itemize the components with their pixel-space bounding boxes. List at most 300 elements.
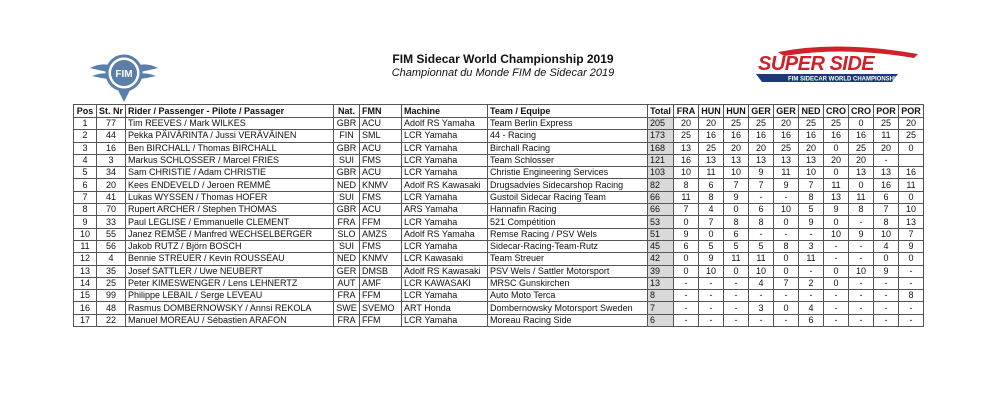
- table-cell: 10: [749, 265, 774, 277]
- table-row: [74, 277, 924, 289]
- column-header: FRA: [674, 105, 699, 118]
- table-cell: Jakob RUTZ / Björn BOSCH: [126, 240, 334, 252]
- table-cell: 20: [899, 118, 924, 130]
- table-cell: 3: [749, 302, 774, 314]
- table-cell: SLO: [334, 228, 360, 240]
- table-cell: 9: [899, 240, 924, 252]
- table-cell: 16: [749, 130, 774, 142]
- svg-text:FIM: FIM: [115, 69, 133, 80]
- table-cell: 16: [699, 130, 724, 142]
- table-cell: 56: [97, 240, 126, 252]
- table-cell: Pekka PÄIVÄRINTA / Jussi VERÄVÄINEN: [126, 130, 334, 142]
- table-cell: Lukas WYSSEN / Thomas HOFER: [126, 191, 334, 203]
- table-cell: -: [674, 302, 699, 314]
- table-cell: 55: [97, 228, 126, 240]
- table-cell: FMS: [360, 191, 402, 203]
- table-cell: Auto Moto Terca: [488, 290, 648, 302]
- table-cell: 6: [74, 179, 97, 191]
- table-cell: -: [824, 302, 849, 314]
- table-cell: -: [774, 228, 799, 240]
- table-cell: 205: [648, 118, 674, 130]
- table-cell: 173: [648, 130, 674, 142]
- table-cell: -: [899, 265, 924, 277]
- table-header-row: [74, 105, 924, 118]
- table-cell: Josef SATTLER / Uwe NEUBERT: [126, 265, 334, 277]
- table-row: [74, 253, 924, 265]
- table-cell: 7: [699, 216, 724, 228]
- table-cell: Birchall Racing: [488, 142, 648, 154]
- table-cell: 41: [97, 191, 126, 203]
- table-cell: -: [774, 290, 799, 302]
- table-cell: 20: [724, 142, 749, 154]
- table-cell: 77: [97, 118, 126, 130]
- table-cell: 0: [824, 142, 849, 154]
- table-cell: 13: [874, 167, 899, 179]
- table-cell: 44: [97, 130, 126, 142]
- table-cell: 20: [97, 179, 126, 191]
- column-header: GER: [774, 105, 799, 118]
- table-cell: LCR Yamaha: [402, 216, 488, 228]
- table-cell: 10: [799, 167, 824, 179]
- table-cell: 5: [699, 240, 724, 252]
- table-cell: Philippe LEBAIL / Serge LEVEAU: [126, 290, 334, 302]
- table-cell: NED: [334, 179, 360, 191]
- column-header: Nat.: [334, 105, 360, 118]
- table-cell: 13: [849, 167, 874, 179]
- superside-logo: [748, 44, 926, 90]
- table-cell: 16: [874, 179, 899, 191]
- table-cell: 25: [799, 118, 824, 130]
- table-cell: LCR Yamaha: [402, 167, 488, 179]
- table-cell: ACU: [360, 142, 402, 154]
- table-cell: 4: [74, 154, 97, 166]
- table-cell: 11: [674, 191, 699, 203]
- table-cell: 9: [674, 228, 699, 240]
- table-cell: 103: [648, 167, 674, 179]
- table-row: [74, 130, 924, 142]
- table-cell: 15: [74, 290, 97, 302]
- table-cell: 35: [97, 265, 126, 277]
- table-cell: 13: [724, 154, 749, 166]
- column-header: NED: [799, 105, 824, 118]
- table-cell: 20: [849, 154, 874, 166]
- table-cell: 13: [824, 191, 849, 203]
- table-cell: -: [749, 191, 774, 203]
- table-cell: 168: [648, 142, 674, 154]
- table-cell: 14: [74, 277, 97, 289]
- table-cell: -: [674, 277, 699, 289]
- table-cell: -: [874, 154, 899, 166]
- table-cell: GBR: [334, 204, 360, 216]
- table-cell: 20: [774, 118, 799, 130]
- table-row: [74, 118, 924, 130]
- table-cell: -: [674, 290, 699, 302]
- table-cell: -: [699, 290, 724, 302]
- table-cell: FFM: [360, 290, 402, 302]
- table-cell: 8: [674, 179, 699, 191]
- table-cell: 16: [724, 130, 749, 142]
- table-cell: 20: [874, 142, 899, 154]
- table-cell: LCR Yamaha: [402, 154, 488, 166]
- svg-text:FIM SIDECAR WORLD CHAMPIONSHIP: FIM SIDECAR WORLD CHAMPIONSHIP: [788, 76, 900, 83]
- table-cell: 10: [674, 167, 699, 179]
- table-cell: 8: [648, 290, 674, 302]
- table-cell: 8: [774, 240, 799, 252]
- table-cell: 5: [749, 240, 774, 252]
- table-cell: Rupert ARCHER / Stephen THOMAS: [126, 204, 334, 216]
- table-cell: 7: [899, 228, 924, 240]
- table-cell: 8: [874, 216, 899, 228]
- table-cell: 8: [724, 216, 749, 228]
- table-cell: -: [824, 240, 849, 252]
- table-cell: AMF: [360, 277, 402, 289]
- table-cell: 5: [74, 167, 97, 179]
- table-cell: GBR: [334, 142, 360, 154]
- table-cell: 53: [648, 216, 674, 228]
- table-cell: 25: [874, 118, 899, 130]
- table-cell: 12: [74, 253, 97, 265]
- table-cell: 25: [899, 130, 924, 142]
- table-cell: 11: [749, 253, 774, 265]
- table-cell: -: [799, 265, 824, 277]
- table-cell: Markus SCHLOSSER / Marcel FRIES: [126, 154, 334, 166]
- table-cell: 121: [648, 154, 674, 166]
- table-cell: 3: [74, 142, 97, 154]
- table-cell: -: [849, 240, 874, 252]
- table-cell: 8: [849, 204, 874, 216]
- table-cell: -: [749, 228, 774, 240]
- table-cell: 11: [849, 191, 874, 203]
- table-cell: Team Streuer: [488, 253, 648, 265]
- table-cell: 45: [648, 240, 674, 252]
- table-cell: 0: [674, 265, 699, 277]
- table-cell: 10: [874, 228, 899, 240]
- table-row: [74, 216, 924, 228]
- table-cell: 0: [899, 191, 924, 203]
- table-row: [74, 240, 924, 252]
- table-cell: FRA: [334, 314, 360, 326]
- table-cell: SML: [360, 130, 402, 142]
- table-cell: Hannafin Racing: [488, 204, 648, 216]
- table-cell: GBR: [334, 167, 360, 179]
- table-cell: 10: [724, 167, 749, 179]
- table-row: [74, 142, 924, 154]
- table-cell: FFM: [360, 216, 402, 228]
- table-cell: 0: [899, 253, 924, 265]
- table-cell: 33: [97, 216, 126, 228]
- table-cell: 7: [749, 179, 774, 191]
- table-cell: -: [849, 253, 874, 265]
- table-cell: -: [899, 314, 924, 326]
- column-header: Pos: [74, 105, 97, 118]
- table-cell: Rasmus DOMBERNOWSKY / Annsi REKOLA: [126, 302, 334, 314]
- table-cell: 16: [824, 130, 849, 142]
- table-cell: 99: [97, 290, 126, 302]
- table-cell: Sam CHRISTIE / Adam CHRISTIE: [126, 167, 334, 179]
- column-header: Machine: [402, 105, 488, 118]
- column-header: POR: [899, 105, 924, 118]
- table-cell: 11: [874, 130, 899, 142]
- table-cell: 4: [749, 277, 774, 289]
- table-cell: 20: [749, 142, 774, 154]
- table-cell: 13: [899, 216, 924, 228]
- table-cell: 6: [674, 240, 699, 252]
- table-cell: 6: [724, 228, 749, 240]
- table-cell: LCR Yamaha: [402, 314, 488, 326]
- table-cell: Tim REEVES / Mark WILKES: [126, 118, 334, 130]
- table-cell: 0: [849, 179, 874, 191]
- table-cell: ACU: [360, 118, 402, 130]
- table-cell: 6: [699, 179, 724, 191]
- table-cell: 66: [648, 204, 674, 216]
- table-cell: 25: [674, 130, 699, 142]
- table-cell: Adolf RS Yamaha: [402, 118, 488, 130]
- table-cell: Adolf RS Yamaha: [402, 228, 488, 240]
- table-cell: Kees ENDEVELD / Jeroen REMMÉ: [126, 179, 334, 191]
- table-cell: 42: [648, 253, 674, 265]
- table-cell: 2: [799, 277, 824, 289]
- table-cell: 1: [74, 118, 97, 130]
- table-cell: LCR Yamaha: [402, 191, 488, 203]
- table-cell: 20: [799, 142, 824, 154]
- table-cell: Dombernowsky Motorsport Sweden: [488, 302, 648, 314]
- table-row: [74, 302, 924, 314]
- table-cell: 25: [699, 142, 724, 154]
- table-cell: Sidecar-Racing-Team-Rutz: [488, 240, 648, 252]
- table-cell: 9: [724, 191, 749, 203]
- table-cell: 6: [799, 314, 824, 326]
- table-cell: AUT: [334, 277, 360, 289]
- table-cell: Manuel MOREAU / Sébastien ARAFON: [126, 314, 334, 326]
- table-cell: Remse Racing / PSV Wels: [488, 228, 648, 240]
- table-cell: Christie Engineering Services: [488, 167, 648, 179]
- table-cell: LCR Yamaha: [402, 240, 488, 252]
- table-cell: LCR Yamaha: [402, 130, 488, 142]
- column-header: GER: [749, 105, 774, 118]
- table-cell: FFM: [360, 314, 402, 326]
- table-cell: 8: [749, 216, 774, 228]
- table-cell: Ben BIRCHALL / Thomas BIRCHALL: [126, 142, 334, 154]
- table-cell: -: [849, 314, 874, 326]
- table-cell: -: [774, 314, 799, 326]
- table-cell: Team Berlin Express: [488, 118, 648, 130]
- svg-text:SUPER SIDE: SUPER SIDE: [758, 53, 875, 75]
- table-cell: -: [849, 290, 874, 302]
- table-cell: 7: [74, 191, 97, 203]
- table-cell: 25: [724, 118, 749, 130]
- table-cell: 51: [648, 228, 674, 240]
- table-cell: ART Honda: [402, 302, 488, 314]
- table-cell: 9: [774, 179, 799, 191]
- table-cell: 11: [899, 179, 924, 191]
- table-cell: 5: [799, 204, 824, 216]
- table-cell: 10: [699, 265, 724, 277]
- table-cell: 0: [899, 142, 924, 154]
- table-cell: 16: [97, 142, 126, 154]
- page-subtitle: Championnat du Monde FIM de Sidecar 2019: [391, 67, 615, 79]
- table-cell: 9: [699, 253, 724, 265]
- table-cell: ARS Yamaha: [402, 204, 488, 216]
- table-cell: 11: [799, 253, 824, 265]
- table-cell: 20: [824, 154, 849, 166]
- table-cell: -: [899, 302, 924, 314]
- table-cell: -: [824, 290, 849, 302]
- table-cell: 7: [724, 179, 749, 191]
- table-cell: -: [749, 314, 774, 326]
- column-header: CRO: [824, 105, 849, 118]
- table-cell: 0: [824, 277, 849, 289]
- table-row: [74, 290, 924, 302]
- table-cell: 17: [74, 314, 97, 326]
- table-cell: KNMV: [360, 253, 402, 265]
- table-cell: 11: [774, 167, 799, 179]
- table-cell: Gustoil Sidecar Racing Team: [488, 191, 648, 203]
- table-cell: Drugsadvies Sidecarshop Racing: [488, 179, 648, 191]
- table-cell: FMS: [360, 154, 402, 166]
- table-cell: 521 Compétition: [488, 216, 648, 228]
- table-cell: -: [849, 277, 874, 289]
- table-cell: 10: [824, 228, 849, 240]
- column-header: CRO: [849, 105, 874, 118]
- table-cell: GER: [334, 265, 360, 277]
- table-cell: 3: [97, 154, 126, 166]
- table-cell: AMZS: [360, 228, 402, 240]
- table-cell: 0: [824, 167, 849, 179]
- table-cell: SVEMO: [360, 302, 402, 314]
- table-cell: 20: [674, 118, 699, 130]
- column-header: POR: [874, 105, 899, 118]
- table-cell: 9: [799, 216, 824, 228]
- table-cell: 22: [97, 314, 126, 326]
- table-cell: 0: [699, 228, 724, 240]
- table-cell: -: [799, 290, 824, 302]
- table-cell: PSV Wels / Sattler Motorsport: [488, 265, 648, 277]
- table-cell: -: [874, 314, 899, 326]
- table-cell: Adolf RS Kawasaki: [402, 265, 488, 277]
- table-cell: DMSB: [360, 265, 402, 277]
- table-cell: KNMV: [360, 179, 402, 191]
- table-cell: 8: [74, 204, 97, 216]
- table-cell: -: [674, 314, 699, 326]
- table-cell: 70: [97, 204, 126, 216]
- standings-table: [73, 104, 924, 327]
- table-cell: -: [724, 302, 749, 314]
- table-cell: 0: [774, 302, 799, 314]
- table-cell: 6: [749, 204, 774, 216]
- table-cell: Peter KIMESWENGER / Lens LEHNERTZ: [126, 277, 334, 289]
- table-cell: SUI: [334, 154, 360, 166]
- table-cell: 25: [749, 118, 774, 130]
- table-cell: SUI: [334, 240, 360, 252]
- table-cell: SWE: [334, 302, 360, 314]
- table-cell: 16: [799, 130, 824, 142]
- table-cell: -: [874, 290, 899, 302]
- table-cell: -: [724, 290, 749, 302]
- table-cell: 10: [849, 265, 874, 277]
- column-header: St. Nr: [97, 105, 126, 118]
- table-cell: LCR Yamaha: [402, 142, 488, 154]
- table-cell: 48: [97, 302, 126, 314]
- table-cell: 16: [849, 130, 874, 142]
- table-cell: 7: [774, 277, 799, 289]
- table-cell: [899, 154, 924, 166]
- table-cell: 20: [699, 118, 724, 130]
- table-row: [74, 179, 924, 191]
- table-cell: 0: [824, 216, 849, 228]
- table-cell: 16: [899, 167, 924, 179]
- table-cell: -: [724, 277, 749, 289]
- table-cell: 0: [824, 265, 849, 277]
- table-cell: ACU: [360, 167, 402, 179]
- table-cell: 7: [648, 302, 674, 314]
- table-cell: 6: [874, 191, 899, 203]
- table-cell: -: [749, 290, 774, 302]
- table-cell: 9: [849, 228, 874, 240]
- table-cell: 11: [74, 240, 97, 252]
- table-cell: 9: [874, 265, 899, 277]
- table-cell: LCR KAWASAKI: [402, 277, 488, 289]
- table-cell: 11: [824, 179, 849, 191]
- table-cell: Moreau Racing Side: [488, 314, 648, 326]
- table-cell: 3: [799, 240, 824, 252]
- table-cell: 2: [74, 130, 97, 142]
- table-cell: Adolf RS Kawasaki: [402, 179, 488, 191]
- table-cell: 0: [849, 118, 874, 130]
- table-cell: -: [824, 253, 849, 265]
- table-cell: ACU: [360, 204, 402, 216]
- table-cell: -: [849, 216, 874, 228]
- table-cell: 16: [74, 302, 97, 314]
- table-cell: -: [824, 314, 849, 326]
- table-row: [74, 191, 924, 203]
- table-cell: 7: [799, 179, 824, 191]
- table-cell: Team Schlosser: [488, 154, 648, 166]
- table-cell: 25: [97, 277, 126, 289]
- table-cell: 0: [724, 204, 749, 216]
- table-row: [74, 204, 924, 216]
- table-row: [74, 314, 924, 326]
- column-header: HUN: [724, 105, 749, 118]
- column-header: HUN: [699, 105, 724, 118]
- table-cell: 0: [724, 265, 749, 277]
- table-cell: 4: [799, 302, 824, 314]
- table-cell: Bennie STREUER / Kevin ROUSSEAU: [126, 253, 334, 265]
- table-cell: 9: [749, 167, 774, 179]
- column-header: Total: [648, 105, 674, 118]
- table-cell: 0: [674, 216, 699, 228]
- table-row: [74, 167, 924, 179]
- table-cell: 5: [724, 240, 749, 252]
- table-cell: 9: [824, 204, 849, 216]
- table-cell: -: [874, 302, 899, 314]
- table-cell: -: [874, 277, 899, 289]
- table-cell: 11: [699, 167, 724, 179]
- table-cell: 13: [74, 265, 97, 277]
- table-cell: FIN: [334, 130, 360, 142]
- table-cell: 8: [899, 290, 924, 302]
- table-cell: 8: [799, 191, 824, 203]
- table-cell: GBR: [334, 118, 360, 130]
- column-header: Rider / Passenger - Pilote / Passager: [126, 105, 334, 118]
- table-cell: 25: [849, 142, 874, 154]
- table-cell: 25: [774, 142, 799, 154]
- table-cell: 4: [97, 253, 126, 265]
- table-cell: 7: [674, 204, 699, 216]
- table-cell: -: [799, 228, 824, 240]
- table-cell: 13: [674, 142, 699, 154]
- table-cell: LCR Yamaha: [402, 290, 488, 302]
- table-cell: Paul LEGLISE / Emmanuelle CLEMENT: [126, 216, 334, 228]
